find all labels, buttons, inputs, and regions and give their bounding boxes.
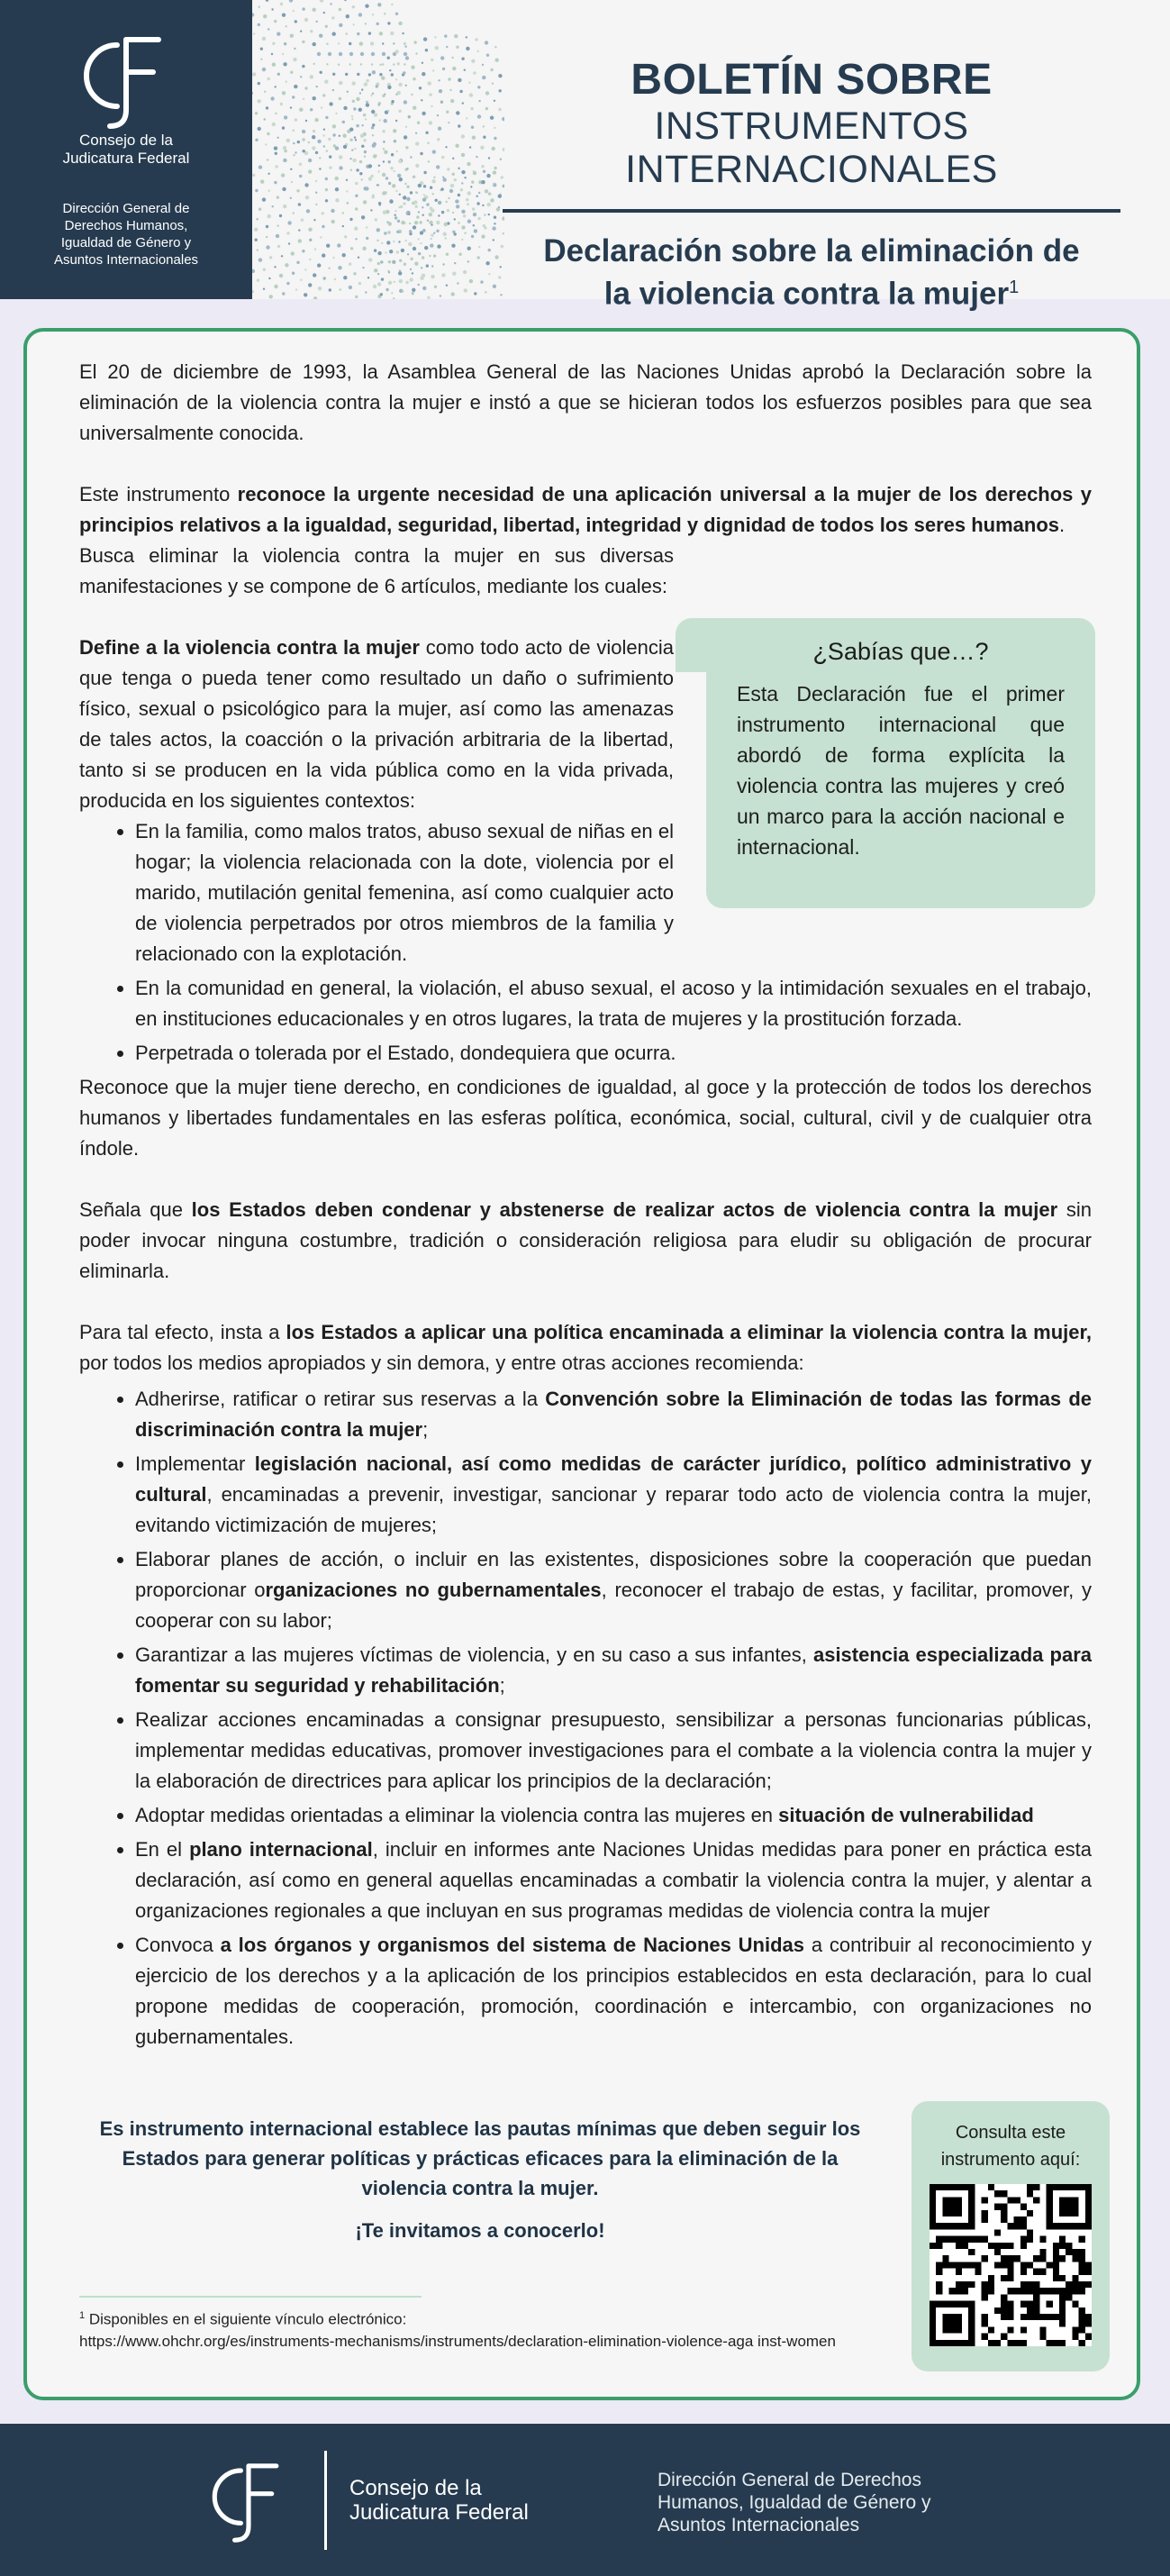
org-name: Consejo de la Judicatura Federal bbox=[62, 132, 190, 167]
header-brand-panel bbox=[0, 0, 252, 299]
qr-panel bbox=[912, 2101, 1110, 2371]
document-title: Declaración sobre la eliminación de la violencia contra la mujer$^1$ bbox=[543, 233, 1080, 312]
definition-paragraph: Define a la violencia contra la mujer como todo acto de violencia que tenga o pueda tener como resultado un daño o sufrimiento físico, sexual o psicológico para la mujer, así como las amenazas de tales actos, la coacción o la privación arbitraria de la libertad, tanto si se producen en la vida pública como en la vida privada, producida en los siguientes contextos: bbox=[79, 636, 674, 812]
footnote-divider bbox=[79, 2296, 422, 2298]
header bbox=[0, 0, 1170, 312]
did-you-know-text: Esta Declaración fue el primer instrumento internacional que abordó de forma explícita la violencia contra las mujeres y creó un marco para la acción nacional e internacional. bbox=[737, 682, 1065, 859]
actions-list bbox=[79, 1384, 1092, 2053]
list-item: • Implementar legislación nacional, así como medidas de carácter jurídico, político administrativo y cultural, encaminadas a prevenir, investigar, sancionar y reparar todo acto de violencia contra la mujer, evitando victimización de mujeres; bbox=[135, 1449, 1092, 1541]
list-item: • Garantizar a las mujeres víctimas de violencia, y en su caso a sus infantes, asistencia especializada para fomentar su seguridad y rehabilitación; bbox=[135, 1640, 1092, 1701]
did-you-know-title: ¿Sabías que…? bbox=[812, 638, 989, 665]
footer bbox=[0, 2424, 1170, 2576]
list-item: • Perpetrada o tolerada por el Estado, dondequiera que ocurra. bbox=[135, 1038, 1092, 1069]
list-item: • En el plano internacional, incluir en informes ante Naciones Unidas medidas para poner en práctica esta declaración, así como en general aquellas encaminadas a combatir la violencia contra la mujer, y alentar a organizaciones regionales a que incluyan en sus programas medidas de violencia contra la mujer bbox=[135, 1834, 1092, 1926]
list-item: • Elaborar planes de acción, o incluir en las existentes, disposiciones sobre la cooperación que puedan proporcionar organizaciones no gubernamentales, reconocer el trabajo de estas, y facilitar, promover, y cooperar con su labor; bbox=[135, 1544, 1092, 1636]
footer-dept-name: Dirección General de Derechos Humanos, Igualdad de Género y Asuntos Internacionales bbox=[658, 2470, 931, 2535]
title-block bbox=[501, 56, 1122, 313]
footer-divider bbox=[324, 2451, 327, 2550]
intro-paragraph: El 20 de diciembre de 1993, la Asamblea General de las Naciones Unidas aprobó la Declaración sobre la eliminación de la violencia contra la mujer e instó a que se hicieran todos los esfuerzos posibles para que sea universalmente conocida. bbox=[79, 360, 1092, 444]
footnote: $^1$ Disponibles en el siguiente vínculo electrónico: https://www.ohchr.org/es/instruments-mechanisms/instruments/declaration-elimination-violence-aga inst-women bbox=[79, 2305, 890, 2353]
cjf-logo-icon bbox=[195, 2460, 303, 2546]
list-item: • Convoca a los órganos y organismos del sistema de Naciones Unidas a contribuir al reconocimiento y ejercicio de los derechos y a la aplicación de los principios establecidos en esta declaración, para lo cual propone medidas de cooperación, promoción, coordinación e intercambio, con organizaciones no gubernamentales. bbox=[135, 1930, 1092, 2053]
states-paragraph: Señala que los Estados deben condenar y abstenerse de realizar actos de violencia contra la mujer sin poder invocar ninguna costumbre, tradición o consideración religiosa para eludir su obligación de procurar eliminarla. bbox=[79, 1198, 1092, 1282]
closing-statement: Es instrumento internacional establece las pautas mínimas que deben seguir los Estados para generar políticas y prácticas eficaces para la eliminación de la violencia contra la mujer. ¡Te invitamos a conocerlo! bbox=[79, 2114, 881, 2245]
did-you-know-box bbox=[706, 618, 1095, 908]
main-text bbox=[79, 357, 1092, 2056]
dept-name: Dirección General de Derechos Humanos, Igualdad de Género y Asuntos Internacionales bbox=[53, 201, 199, 268]
bulletin-title-sub: INSTRUMENTOS INTERNACIONALES bbox=[625, 105, 998, 191]
list-item: • Adoptar medidas orientadas a eliminar la violencia contra las mujeres en situación de vulnerabilidad bbox=[135, 1800, 1092, 1831]
rights-paragraph: Reconoce que la mujer tiene derecho, en condiciones de igualdad, al goce y la protección de todos los derechos humanos y libertades fundamentales en las esferas política, económica, social, cultural, civil y de cualquier otra índole. bbox=[79, 1076, 1092, 1160]
list-item: • Adherirse, ratificar o retirar sus reservas a la Convención sobre la Eliminación de todas las formas de discriminación contra la mujer; bbox=[135, 1384, 1092, 1445]
bulletin-title: BOLETÍN SOBRE bbox=[630, 56, 993, 104]
title-divider bbox=[503, 209, 1120, 213]
footnote-link[interactable]: https://www.ohchr.org/es/instruments-mechanisms/instruments/declaration-elimination-violence-aga inst-women bbox=[79, 2332, 836, 2350]
qr-label: Consulta este instrumento aquí: bbox=[940, 2123, 1081, 2170]
list-item: • Realizar acciones encaminadas a consignar presupuesto, sensibilizar a personas funcionarias públicas, implementar medidas educativas, promover investigaciones para el combate a la violencia contra la mujer y la elaboración de directrices para aplicar los principios de la declaración; bbox=[135, 1705, 1092, 1797]
qr-code-icon[interactable] bbox=[930, 2184, 1092, 2346]
dot-pattern-decoration bbox=[252, 0, 504, 299]
footer-council-name: Consejo de la Judicatura Federal bbox=[349, 2476, 529, 2525]
list-item: • En la comunidad en general, la violación, el abuso sexual, el acoso y la intimidación sexuales en el trabajo, en instituciones educacionales y en otros lugares, la trata de mujeres y la prostitución forzada. bbox=[135, 973, 1092, 1034]
recognition-paragraph: Este instrumento reconoce la urgente necesidad de una aplicación universal a la mujer de los derechos y principios relativos a la igualdad, seguridad, libertad, integridad y dignidad de todos los seres humanos. bbox=[79, 483, 1093, 536]
content-card bbox=[23, 328, 1140, 2400]
cjf-logo-icon bbox=[63, 32, 189, 133]
invite-text: ¡Te invitamos a conocerlo! bbox=[355, 2219, 605, 2242]
policy-paragraph: Para tal efecto, insta a los Estados a aplicar una política encaminada a eliminar la violencia contra la mujer, por todos los medios apropiados y sin demora, y entre otras acciones recomienda: bbox=[79, 1321, 1092, 1374]
list-item: • En la familia, como malos tratos, abuso sexual de niñas en el hogar; la violencia relacionada con la dote, violencia por el marido, mutilación genital femenina, así como cualquier acto de violencia perpetrados por otros miembros de la familia y relacionado con la explotación. bbox=[135, 816, 674, 969]
purpose-paragraph: Busca eliminar la violencia contra la mujer en sus diversas manifestaciones y se compone de 6 artículos, mediante los cuales: bbox=[79, 544, 674, 597]
